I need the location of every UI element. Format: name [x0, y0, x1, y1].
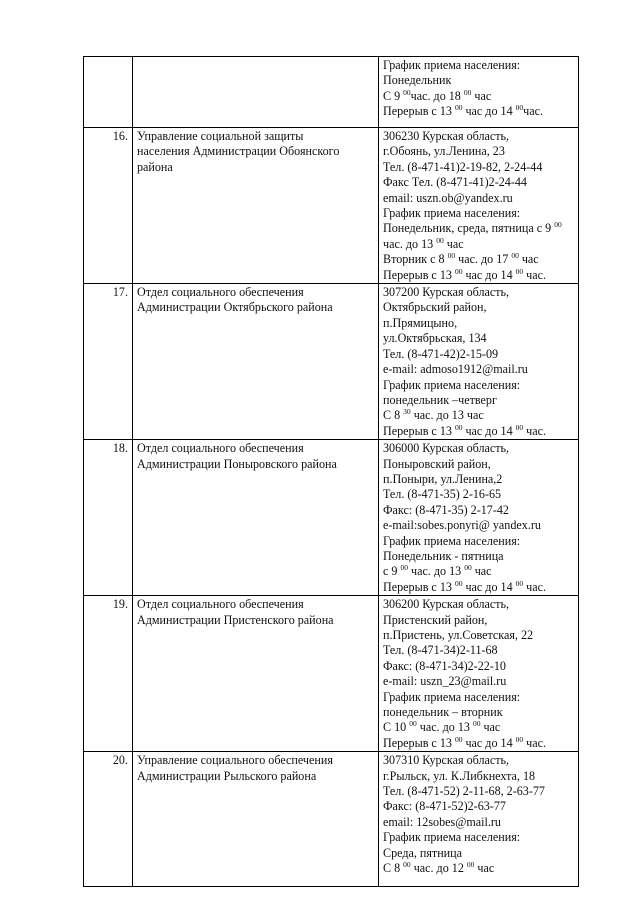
contact-text: Понедельник — [383, 73, 452, 88]
row-number: 20. — [84, 752, 133, 887]
office-contacts — [379, 440, 579, 596]
table-row — [84, 284, 579, 440]
contact-text: Перерыв с 13 — [383, 267, 455, 282]
row-number: 17. — [84, 284, 133, 440]
contact-line — [383, 144, 574, 159]
contact-line — [383, 316, 574, 331]
time-minutes: 00 — [447, 251, 456, 261]
contact-line — [383, 191, 574, 206]
contact-text: Понедельник - пятница — [383, 548, 504, 563]
row-number: 19. — [84, 596, 133, 752]
contact-line — [383, 549, 574, 564]
contact-line — [383, 643, 574, 658]
contact-line — [383, 441, 574, 456]
time-minutes: 00 — [515, 422, 524, 432]
contact-text: г.Рыльск, ул. К.Либкнехта, 18 — [383, 768, 536, 783]
contact-line — [383, 160, 574, 175]
contact-text: График приема населения: — [383, 377, 521, 392]
contact-text: Перерыв с 13 — [383, 104, 455, 119]
row-number: 16. — [84, 128, 133, 284]
contact-text: График приема населения: — [383, 58, 521, 72]
time-minutes: 00 — [403, 860, 411, 870]
contact-line — [383, 613, 574, 628]
contact-text: час. — [523, 104, 543, 119]
contact-line — [383, 300, 574, 315]
contact-line — [383, 58, 574, 73]
office-name-line: Отдел социального обеспечения — [137, 441, 304, 456]
contact-text: График приема населения: — [383, 533, 521, 548]
contact-text: час. до 12 — [410, 861, 467, 876]
time-minutes: 30 — [403, 407, 411, 417]
contact-text: час. — [523, 579, 547, 594]
contact-text: С 8 — [383, 861, 404, 876]
contact-line — [383, 362, 574, 377]
office-name-line: района — [137, 159, 173, 174]
time-minutes: 00 — [511, 251, 519, 261]
contact-line — [383, 503, 574, 518]
contact-line — [383, 705, 574, 720]
contact-text: Перерыв с 13 — [383, 735, 455, 750]
table-row — [84, 440, 579, 596]
contact-text: Поныровский район, — [383, 456, 491, 471]
contact-text: 306230 Курская область, — [383, 129, 510, 143]
time-minutes: 00 — [454, 266, 463, 276]
contact-line — [383, 487, 574, 502]
contact-line — [383, 89, 574, 104]
contact-text: час до 14 — [462, 104, 516, 119]
office-contacts — [379, 57, 579, 128]
contact-line — [383, 628, 574, 643]
time-minutes: 00 — [403, 87, 411, 97]
offices-table — [83, 56, 579, 887]
contact-text: Октябрьский район, — [383, 300, 487, 315]
office-contacts — [379, 284, 579, 440]
contact-line — [383, 221, 574, 236]
office-contacts — [379, 596, 579, 752]
contact-line — [383, 472, 574, 487]
contact-text: п.Поныри, ул.Ленина,2 — [383, 471, 503, 486]
contact-text: Среда, пятница — [383, 845, 462, 860]
contact-line — [383, 753, 574, 768]
office-name — [133, 752, 379, 887]
contact-text: час. до 18 — [410, 88, 464, 103]
contact-text: час. до 13 — [407, 564, 465, 579]
office-name — [133, 128, 379, 284]
contact-line — [383, 285, 574, 300]
contact-line — [383, 237, 574, 252]
contact-line — [383, 830, 574, 845]
time-minutes: 00 — [515, 734, 524, 744]
contact-line — [383, 347, 574, 362]
contact-line — [383, 73, 574, 88]
contact-text: Тел. (8-471-41)2-19-82, 2-24-44 — [383, 159, 543, 174]
time-minutes: 00 — [554, 220, 562, 230]
contact-text: Тел. (8-471-52) 2-11-68, 2-63-77 — [383, 784, 545, 799]
contact-line — [383, 799, 574, 814]
contact-text: С 9 — [383, 88, 404, 103]
contact-text: Перерыв с 13 — [383, 423, 455, 438]
contact-text: час — [518, 252, 539, 267]
contact-text: Понедельник, среда, пятница с 9 — [383, 221, 555, 236]
time-minutes: 00 — [454, 103, 463, 113]
contact-text: 307200 Курская область, — [383, 285, 510, 300]
contact-text: С 10 — [383, 720, 410, 735]
contact-text: с 9 — [383, 564, 401, 579]
contact-text: Вторник с 8 — [383, 252, 448, 267]
time-minutes: 00 — [472, 719, 481, 729]
contact-text: 306200 Курская область, — [383, 597, 510, 612]
contact-line — [383, 518, 574, 533]
contact-line — [383, 861, 574, 876]
time-minutes: 00 — [515, 266, 524, 276]
contact-text: час. до 13 — [383, 236, 437, 251]
contact-line — [383, 674, 574, 689]
office-contacts — [379, 752, 579, 887]
time-minutes: 00 — [454, 734, 463, 744]
table-row — [84, 752, 579, 887]
contact-text: e-mail: uszn_23@mail.ru — [383, 674, 507, 689]
contact-text: С 8 — [383, 408, 404, 423]
contact-text: час — [480, 720, 501, 735]
office-name-line: Администрации Пристенского района — [137, 612, 334, 627]
contact-text: час. — [523, 267, 547, 282]
contact-text: Пристенский район, — [383, 612, 488, 627]
contact-text: Факс: (8-471-52)2-63-77 — [383, 799, 506, 814]
office-name-line: Отдел социального обеспечения — [137, 597, 304, 612]
contact-text: понедельник –четверг — [383, 392, 497, 407]
contact-line — [383, 846, 574, 861]
contact-line — [383, 331, 574, 346]
contact-text: час. до 17 — [455, 252, 512, 267]
contact-text: e-mail:sobes.ponyri@ yandex.ru — [383, 518, 541, 533]
time-minutes: 00 — [454, 578, 463, 588]
contact-text: час — [443, 236, 464, 251]
contact-text: График приема населения: — [383, 689, 521, 704]
contact-line — [383, 597, 574, 612]
contact-line — [383, 659, 574, 674]
contact-line — [383, 720, 574, 735]
contact-text: час — [471, 564, 492, 579]
contact-text: Тел. (8-471-35) 2-16-65 — [383, 487, 502, 502]
table-row — [84, 596, 579, 752]
contact-text: 306000 Курская область, — [383, 441, 510, 456]
table-row — [84, 57, 579, 128]
contact-line — [383, 769, 574, 784]
contact-text: час до 14 — [462, 579, 516, 594]
contact-line — [383, 580, 574, 595]
contact-line — [383, 784, 574, 799]
time-minutes: 00 — [409, 719, 417, 729]
contact-text: час — [474, 861, 495, 876]
contact-text: График приема населения: — [383, 206, 521, 221]
contact-line — [383, 690, 574, 705]
contact-line — [383, 378, 574, 393]
time-minutes: 00 — [436, 235, 444, 245]
contact-text: Факс: (8-471-34)2-22-10 — [383, 658, 506, 673]
row-number: 18. — [84, 440, 133, 596]
office-name — [133, 284, 379, 440]
contact-text: час до 14 — [462, 423, 516, 438]
contact-line — [383, 268, 574, 283]
contact-text: г.Обоянь, ул.Ленина, 23 — [383, 144, 505, 159]
contact-text: час. — [523, 735, 547, 750]
contact-line — [383, 564, 574, 579]
office-name-line: Управление социального обеспечения — [137, 753, 333, 768]
time-minutes: 00 — [463, 87, 472, 97]
time-minutes: 00 — [515, 103, 524, 113]
contact-text: час. — [523, 423, 547, 438]
office-name-line: Администрации Поныровского района — [137, 456, 337, 471]
time-minutes: 00 — [515, 578, 524, 588]
contact-text: п.Пристень, ул.Советская, 22 — [383, 628, 534, 642]
contact-line — [383, 736, 574, 751]
table-row — [84, 128, 579, 284]
office-name — [133, 596, 379, 752]
contact-line — [383, 104, 574, 119]
office-name-line: Администрации Рыльского района — [137, 768, 317, 783]
time-minutes: 00 — [466, 860, 475, 870]
contact-text: email: uszn.ob@yandex.ru — [383, 190, 513, 205]
contact-text: e-mail: admoso1912@mail.ru — [383, 362, 528, 377]
contact-line — [383, 252, 574, 267]
contact-line — [383, 206, 574, 221]
time-minutes: 00 — [454, 422, 463, 432]
contact-text: Факс Тел. (8-471-41)2-24-44 — [383, 175, 527, 190]
contact-text: email: 12sobes@mail.ru — [383, 814, 501, 829]
office-name — [133, 57, 379, 128]
contact-text: час до 14 — [462, 735, 516, 750]
contact-text: Тел. (8-471-34)2-11-68 — [383, 643, 498, 658]
contact-line — [383, 424, 574, 439]
contact-text: час до 14 — [462, 267, 516, 282]
office-name-line: Администрации Октябрьского района — [137, 300, 333, 315]
contact-text: час. до 13 час — [410, 408, 484, 423]
contact-line — [383, 393, 574, 408]
office-name-line: Управление социальной защиты — [137, 129, 304, 143]
contact-text: График приема населения: — [383, 830, 521, 845]
office-name-line: Отдел социального обеспечения — [137, 285, 304, 300]
contact-text: ул.Октябрьская, 134 — [383, 331, 487, 346]
time-minutes: 00 — [400, 563, 408, 573]
row-number — [84, 57, 133, 128]
contact-line — [383, 129, 574, 144]
contact-text: час. до 13 — [416, 720, 473, 735]
contact-line — [383, 175, 574, 190]
contact-text: п.Прямицыно, — [383, 315, 458, 330]
time-minutes: 00 — [464, 563, 472, 573]
contact-text: понедельник – вторник — [383, 705, 503, 720]
office-name-line: населения Администрации Обоянского — [137, 144, 340, 159]
contact-text: Тел. (8-471-42)2-15-09 — [383, 346, 499, 361]
office-contacts — [379, 128, 579, 284]
contact-line — [383, 457, 574, 472]
contact-text: Перерыв с 13 — [383, 579, 455, 594]
office-name — [133, 440, 379, 596]
contact-line — [383, 408, 574, 423]
contact-text: час — [471, 88, 492, 103]
contact-line — [383, 534, 574, 549]
contact-line — [383, 815, 574, 830]
contact-text: 307310 Курская область, — [383, 753, 510, 768]
contact-text: Факс: (8-471-35) 2-17-42 — [383, 502, 509, 517]
